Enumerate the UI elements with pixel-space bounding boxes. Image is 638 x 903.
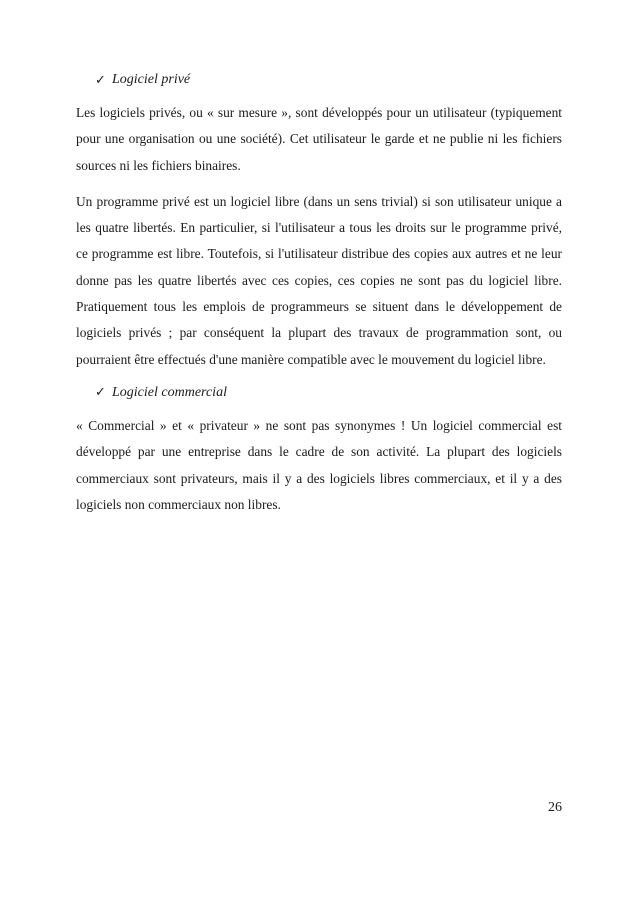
checkmark-icon: ✓ <box>95 72 106 88</box>
paragraph: Les logiciels privés, ou « sur mesure », sont développés pour un utilisateur (typiquement pour une organisation ou une société). Cet utilisateur le garde et ne publie ni les fichiers sources ni les fichiers binaires. <box>76 105 562 173</box>
section-heading-commercial-software <box>95 383 562 403</box>
checkmark-icon: ✓ <box>95 385 106 401</box>
paragraph: « Commercial » et « privateur » ne sont pas synonymes ! Un logiciel commercial est développé par une entreprise dans le cadre de son activité. La plupart des logiciels commerciaux sont privateurs, mais il y a des logiciels libres commerciaux, et il y a des logiciels non commerciaux non libres. <box>76 417 562 512</box>
section-heading-private-software <box>95 70 562 90</box>
page-content <box>76 70 562 518</box>
section-heading-label: Logiciel privé <box>112 72 191 87</box>
section-heading-label: Logiciel commercial <box>112 384 227 400</box>
paragraph: Un programme privé est un logiciel libre (dans un sens trivial) si son utilisateur unique a les quatre libertés. En particulier, si l'utilisateur a tous les droits sur le programme privé, ce programme est libre. Toutefois, si l'utilisateur distribue des copies aux autres et ne leur donne pas les quatre libertés avec ces copies, ces copies ne sont pas du logiciel libre. Pratiquement tous les emplois de programmeurs se situent dans le développement de logiciels privés ; par conséquent la plupart des travaux de programmation sont, ou pourraient être effectués d'une manière compatible avec le mouvement du logiciel libre. <box>76 193 562 367</box>
page-number: 26 <box>548 800 562 815</box>
